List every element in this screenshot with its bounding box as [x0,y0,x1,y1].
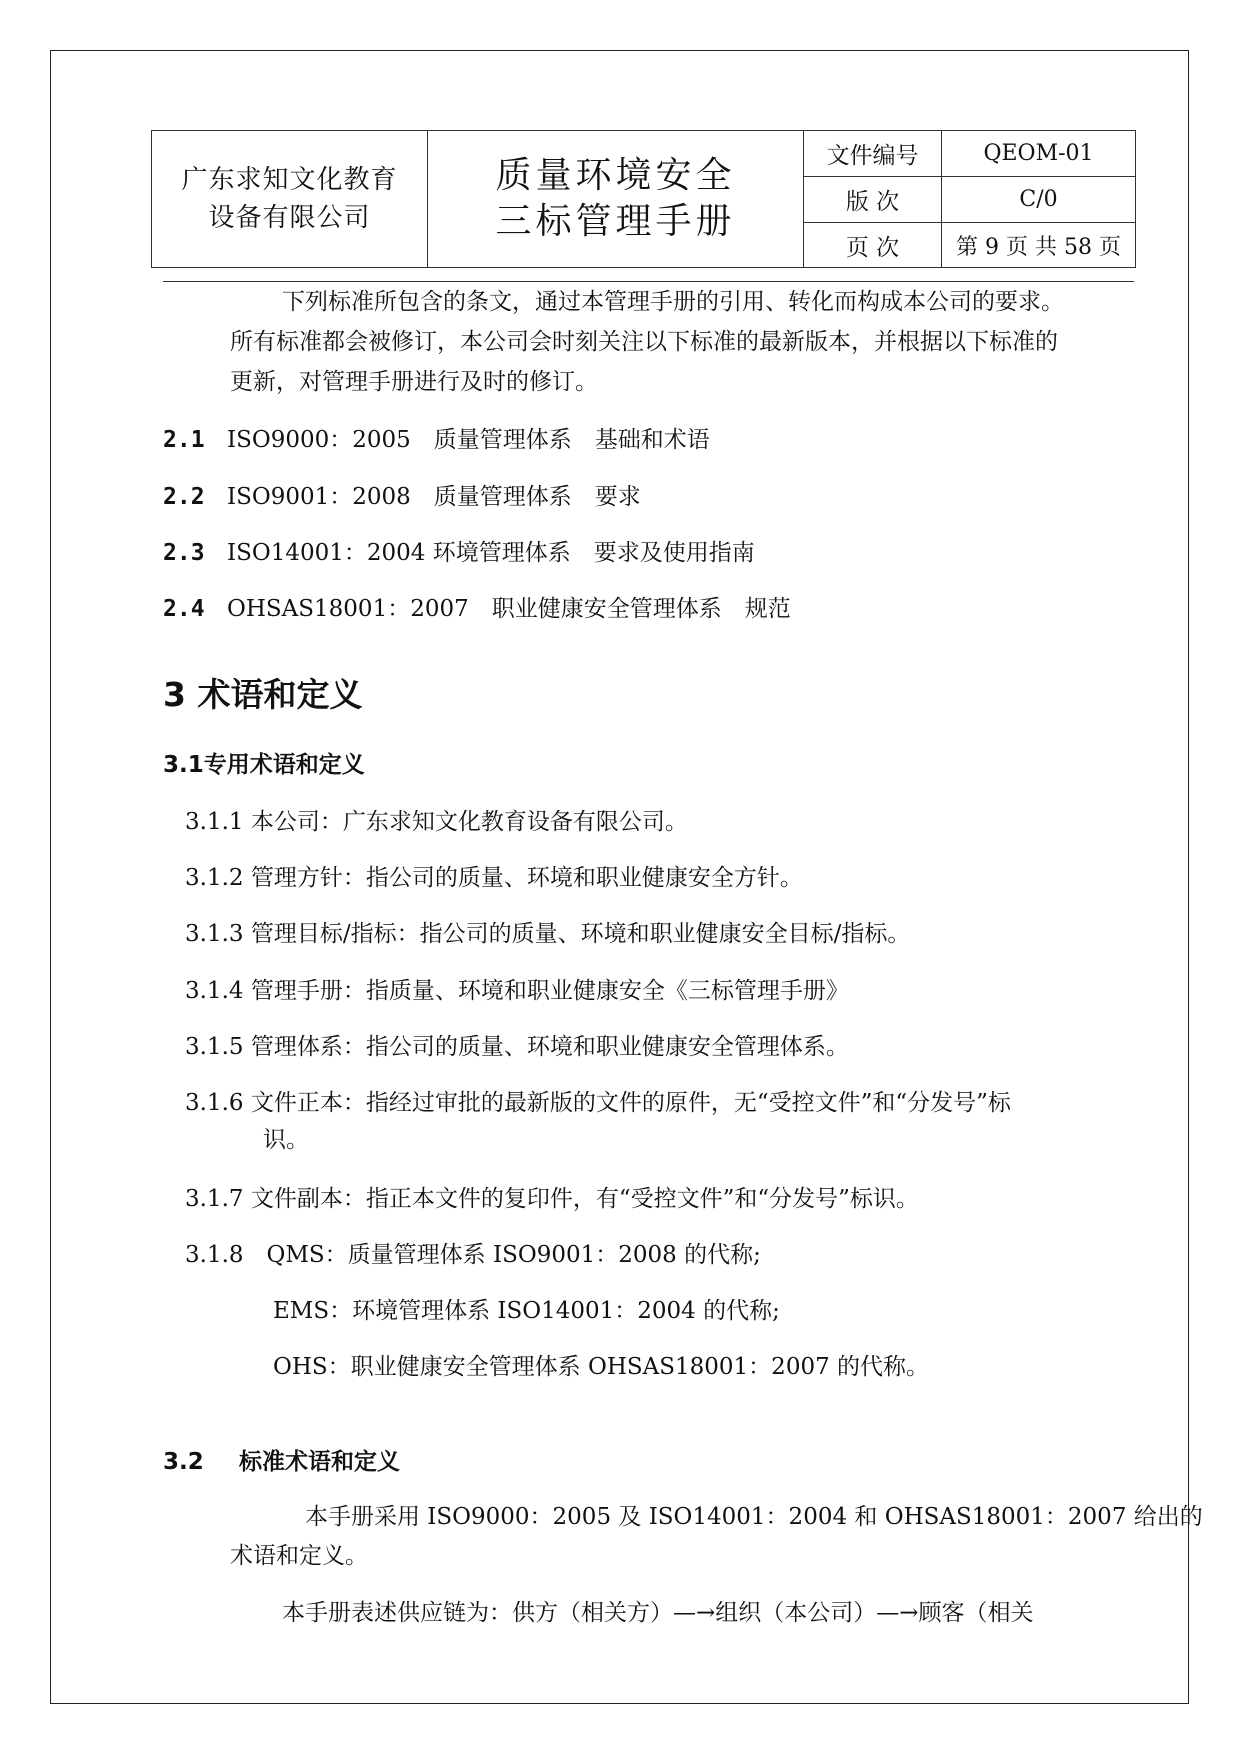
term-item: 3.1.7 文件副本：指正本文件的复印件，有“受控文件”和“分发号”标识。 [185,1186,919,1212]
intro-line-2: 所有标准都会被修订，本公司会时刻关注以下标准的最新版本，并根据以下标准的 [230,329,1058,355]
intro-line-3: 更新，对管理手册进行及时的修订。 [230,369,598,395]
standard-item [163,593,791,625]
paragraph-line: 术语和定义。 [230,1543,368,1569]
term-item: 3.1.8 QMS：质量管理体系 ISO9001：2008 的代称; [185,1242,761,1268]
page-label: 页 次 [804,223,942,268]
company-name-cell [152,131,428,268]
standard-item [163,537,755,569]
standard-number: 2.1 [163,427,205,453]
document-header-table [151,130,1136,268]
term-item: 3.1.3 管理目标/指标：指公司的质量、环境和职业健康安全目标/指标。 [185,921,911,947]
standard-item [163,424,710,456]
term-item: 3.1.2 管理方针：指公司的质量、环境和职业健康安全方针。 [185,865,803,891]
intro-line-1: 下列标准所包含的条文，通过本管理手册的引用、转化而构成本公司的要求。 [282,289,1064,315]
term-item: EMS：环境管理体系 ISO14001：2004 的代称; [273,1298,780,1324]
term-item: 3.1.1 本公司：广东求知文化教育设备有限公司。 [185,809,688,835]
term-item-continuation: 识。 [263,1127,309,1153]
term-item: 3.1.4 管理手册：指质量、环境和职业健康安全《三标管理手册》 [185,978,849,1004]
manual-title-cell [428,131,804,268]
header-rule [163,281,1134,282]
subsection-number: 3.2 [163,1449,204,1475]
subsection-title: 标准术语和定义 [239,1449,400,1475]
paragraph-line: 本手册表述供应链为：供方（相关方）—→组织（本公司）—→顾客（相关 [282,1600,1034,1626]
standard-text: OHSAS18001：2007 职业健康安全管理体系 规范 [227,596,791,622]
standard-number: 2.2 [163,484,205,510]
term-item: 3.1.5 管理体系：指公司的质量、环境和职业健康安全管理体系。 [185,1034,849,1060]
term-item: OHS：职业健康安全管理体系 OHSAS18001：2007 的代称。 [273,1354,930,1380]
subsection-heading: 3.1专用术语和定义 [163,752,365,778]
standard-text: ISO9001：2008 质量管理体系 要求 [227,484,641,510]
doc-no-value: QEOM-01 [942,131,1136,177]
standard-text: ISO14001：2004 环境管理体系 要求及使用指南 [227,540,755,566]
company-name-line1: 广东求知文化教育 [181,165,398,195]
version-label: 版 次 [804,177,942,223]
page-value: 第 9 页 共 58 页 [942,223,1136,268]
section-heading: 3 术语和定义 [163,675,363,714]
term-item: 3.1.6 文件正本：指经过审批的最新版的文件的原件，无“受控文件”和“分发号”标 [185,1090,1011,1116]
subsection-heading [163,1446,400,1478]
version-value: C/0 [942,177,1136,223]
standard-item [163,481,641,513]
company-name-line2: 设备有限公司 [208,203,371,233]
paragraph-line: 本手册采用 ISO9000：2005 及 ISO14001：2004 和 OHSAS18001：2007 给出的 [305,1504,1203,1530]
standard-number: 2.3 [163,540,205,566]
manual-title-line1: 质量环境安全 [495,155,736,196]
standard-text: ISO9000：2005 质量管理体系 基础和术语 [227,427,710,453]
doc-no-label: 文件编号 [804,131,942,177]
manual-title-line2: 三标管理手册 [495,201,736,242]
standard-number: 2.4 [163,596,205,622]
